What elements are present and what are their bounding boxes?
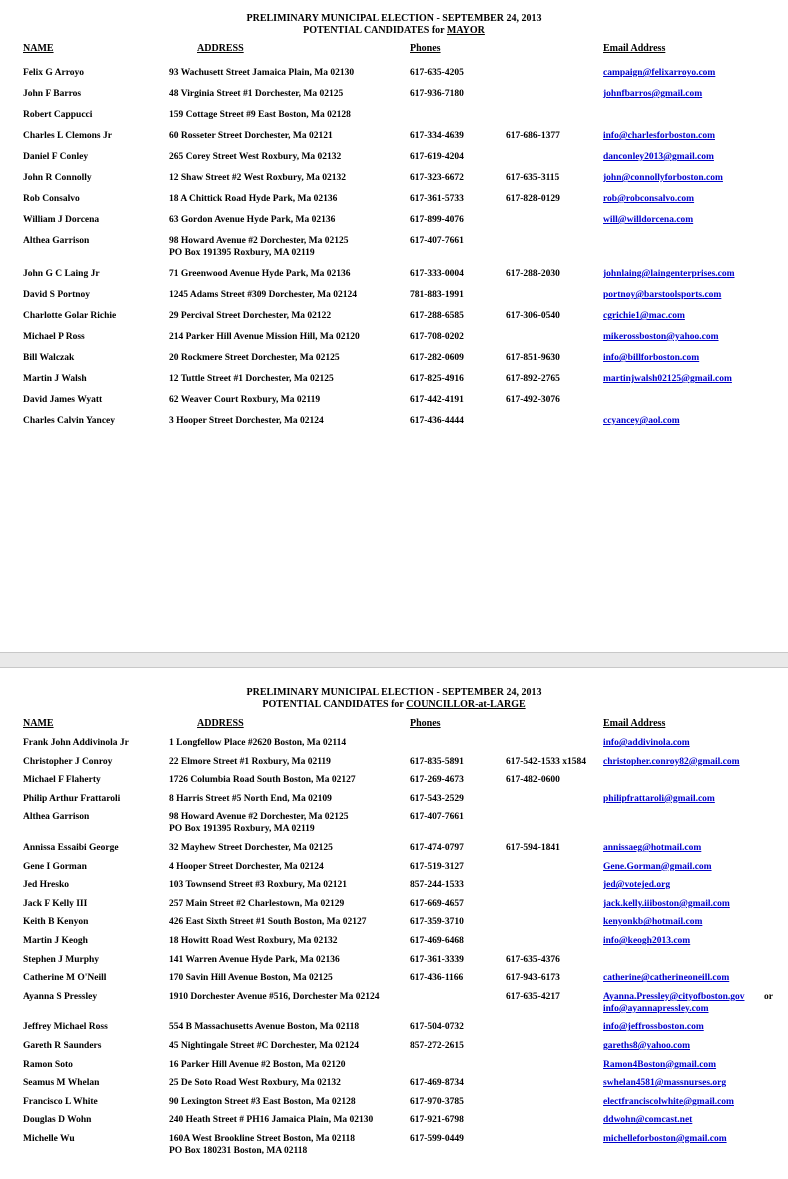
candidate-name: John R Connolly bbox=[23, 173, 92, 183]
candidate-address: 8 Harris Street #5 North End, Ma 02109 bbox=[169, 793, 332, 804]
candidate-name: Jed Hresko bbox=[23, 880, 70, 891]
candidate-address: 25 De Soto Road West Roxbury, Ma 02132 bbox=[169, 1078, 341, 1089]
candidate-phone: 617-474-0797 bbox=[410, 843, 464, 853]
candidate-address: 18 A Chittick Road Hyde Park, Ma 02136 bbox=[169, 194, 338, 204]
candidate-name: Philip Arthur Frattaroli bbox=[23, 793, 121, 804]
candidate-phone: 617-936-7180 bbox=[410, 89, 464, 99]
candidate-address: 240 Heath Street # PH16 Jamaica Plain, Ma 02130 bbox=[169, 1115, 374, 1126]
mayor-header-email: Email Address bbox=[603, 43, 666, 54]
candidate-phone: 617-970-3785 bbox=[410, 1096, 464, 1107]
candidate-address: 141 Warren Avenue Hyde Park, Ma 02136 bbox=[169, 954, 340, 965]
candidate-name: Catherine M O'Neill bbox=[23, 973, 107, 984]
candidate-email-link[interactable]: info@jeffrossboston.com bbox=[603, 1022, 704, 1033]
candidate-name: David S Portnoy bbox=[23, 290, 91, 300]
candidate-name: Charlotte Golar Richie bbox=[23, 311, 117, 321]
candidate-email-link[interactable]: catherine@catherineoneill.com bbox=[603, 973, 730, 984]
candidate-email-link[interactable]: Ayanna.Pressley@cityofboston.gov bbox=[603, 991, 745, 1002]
candidate-address: 214 Parker Hill Avenue Mission Hill, Ma 02120 bbox=[169, 332, 360, 342]
candidate-address: 48 Virginia Street #1 Dorchester, Ma 02125 bbox=[169, 89, 344, 99]
candidate-address: 1726 Columbia Road South Boston, Ma 02127 bbox=[169, 775, 356, 786]
candidate-name: Rob Consalvo bbox=[23, 194, 80, 204]
candidate-address: 45 Nightingale Street #C Dorchester, Ma 02124 bbox=[169, 1041, 360, 1051]
candidate-name: Ayanna S Pressley bbox=[23, 991, 98, 1002]
candidate-address-line2: PO Box 180231 Boston, MA 02118 bbox=[169, 1146, 308, 1156]
candidate-phone-alt: 617-288-2030 bbox=[506, 269, 560, 279]
candidate-name: Michael F Flaherty bbox=[23, 775, 101, 786]
mayor-header-phones: Phones bbox=[410, 43, 441, 54]
candidate-address-line2: PO Box 191395 Roxbury, MA 02119 bbox=[169, 248, 315, 258]
candidate-address: 1 Longfellow Place #2620 Boston, Ma 02114 bbox=[169, 738, 347, 748]
candidate-address: 12 Shaw Street #2 West Roxbury, Ma 02132 bbox=[169, 173, 346, 183]
candidate-phone: 617-407-7661 bbox=[410, 236, 464, 246]
candidate-address: 90 Lexington Street #3 East Boston, Ma 02128 bbox=[169, 1096, 356, 1107]
candidate-address: 265 Corey Street West Roxbury, Ma 02132 bbox=[169, 152, 342, 162]
page-separator bbox=[0, 652, 788, 668]
candidate-phone: 617-361-3339 bbox=[410, 954, 464, 965]
candidate-phone-alt: 617-635-3115 bbox=[506, 173, 560, 183]
candidate-name: Douglas D Wohn bbox=[23, 1115, 92, 1126]
candidate-phone: 617-921-6798 bbox=[410, 1115, 464, 1126]
candidate-address: 170 Savin Hill Avenue Boston, Ma 02125 bbox=[169, 973, 333, 984]
candidate-phone-alt: 617-828-0129 bbox=[506, 194, 560, 204]
candidate-phone: 617-442-4191 bbox=[410, 395, 464, 405]
candidate-address: 60 Rosseter Street Dorchester, Ma 02121 bbox=[169, 131, 333, 141]
candidate-phone-alt: 617-851-9630 bbox=[506, 353, 560, 363]
candidate-name: Robert Cappucci bbox=[23, 110, 93, 120]
candidate-email-link[interactable]: rob@robconsalvo.com bbox=[603, 194, 695, 204]
candidate-phone: 617-288-6585 bbox=[410, 311, 464, 321]
candidate-phone-alt: 617-943-6173 bbox=[506, 973, 560, 984]
candidate-address: 554 B Massachusetts Avenue Boston, Ma 02118 bbox=[169, 1022, 360, 1033]
candidate-email-link[interactable]: gareths8@yahoo.com bbox=[603, 1041, 691, 1051]
candidate-phone: 617-323-6672 bbox=[410, 173, 464, 183]
candidate-phone-alt: 617-635-4376 bbox=[506, 954, 560, 965]
candidate-phone: 617-635-4205 bbox=[410, 68, 464, 78]
candidate-email-link[interactable]: johnfbarros@gmail.com bbox=[603, 89, 703, 99]
mayor-header-name: NAME bbox=[23, 43, 54, 54]
candidate-address: 103 Townsend Street #3 Roxbury, Ma 02121 bbox=[169, 880, 347, 891]
candidate-email-link[interactable]: michelleforboston@gmail.com bbox=[603, 1134, 727, 1144]
mayor-header-address: ADDRESS bbox=[197, 43, 244, 54]
council-subtitle-prefix: POTENTIAL CANDIDATES for bbox=[262, 699, 407, 710]
candidate-phone: 617-899-4076 bbox=[410, 215, 464, 225]
candidate-phone-alt: 617-686-1377 bbox=[506, 131, 560, 141]
candidate-phone: 617-543-2529 bbox=[410, 793, 464, 804]
candidate-phone: 617-835-5891 bbox=[410, 756, 464, 767]
candidate-email-link[interactable]: johnlaing@laingenterprises.com bbox=[603, 269, 735, 279]
candidate-address: 1910 Dorchester Avenue #516, Dorchester Ma 02124 bbox=[169, 991, 380, 1002]
candidate-email-link[interactable]: swhelan4581@massnurses.org bbox=[603, 1078, 727, 1089]
candidate-email-link[interactable]: annissaeg@hotmail.com bbox=[603, 843, 702, 853]
candidate-name: Michael P Ross bbox=[23, 332, 85, 342]
mayor-subtitle-prefix: POTENTIAL CANDIDATES for bbox=[303, 25, 447, 36]
candidate-email-link[interactable]: jed@votejed.org bbox=[603, 880, 671, 891]
candidate-phone: 617-334-4639 bbox=[410, 131, 464, 141]
candidate-email-link[interactable]: info@keogh2013.com bbox=[603, 936, 691, 946]
candidate-name: David James Wyatt bbox=[23, 395, 103, 405]
council-header-address: ADDRESS bbox=[197, 718, 244, 729]
candidate-name: Martin J Walsh bbox=[23, 374, 87, 384]
candidate-email-link[interactable]: Gene.Gorman@gmail.com bbox=[603, 861, 712, 872]
candidate-phone: 617-436-1166 bbox=[410, 973, 464, 984]
candidate-address: 16 Parker Hill Avenue #2 Boston, Ma 02120 bbox=[169, 1059, 346, 1070]
candidate-address: 12 Tuttle Street #1 Dorchester, Ma 02125 bbox=[169, 374, 334, 384]
candidate-address: 22 Elmore Street #1 Roxbury, Ma 02119 bbox=[169, 756, 331, 767]
candidate-name: Charles Calvin Yancey bbox=[23, 416, 116, 426]
candidate-email-link-alt[interactable]: info@ayannapressley.com bbox=[603, 1003, 709, 1014]
candidate-phone: 781-883-1991 bbox=[410, 290, 464, 300]
candidate-name: Seamus M Whelan bbox=[23, 1078, 100, 1089]
candidate-email-link[interactable]: ccyancey@aol.com bbox=[603, 416, 680, 426]
candidate-phone-alt: 617-542-1533 x1584 bbox=[506, 756, 586, 767]
candidate-email-link[interactable]: campaign@felixarroyo.com bbox=[603, 68, 716, 78]
candidate-email-link[interactable]: will@willdorcena.com bbox=[603, 215, 694, 225]
candidate-address: 160A West Brookline Street Boston, Ma 02118 bbox=[169, 1134, 356, 1144]
candidate-phone: 617-333-0004 bbox=[410, 269, 464, 279]
candidate-email-link[interactable]: philipfrattaroli@gmail.com bbox=[603, 793, 715, 804]
mayor-subtitle bbox=[0, 25, 788, 37]
candidate-phone: 617-825-4916 bbox=[410, 374, 464, 384]
candidate-phone: 857-244-1533 bbox=[410, 880, 464, 891]
candidate-name: Francisco L White bbox=[23, 1096, 98, 1107]
candidate-phone: 617-359-3710 bbox=[410, 917, 464, 928]
candidate-phone-alt: 617-635-4217 bbox=[506, 991, 560, 1002]
council-subtitle-office: COUNCILLOR-at-LARGE bbox=[406, 699, 526, 710]
candidate-phone: 617-504-0732 bbox=[410, 1022, 464, 1033]
candidate-name: Althea Garrison bbox=[23, 812, 90, 823]
candidate-phone-alt: 617-306-0540 bbox=[506, 311, 560, 321]
council-header-email: Email Address bbox=[603, 718, 666, 729]
candidate-email-link[interactable]: ddwohn@comcast.net bbox=[603, 1115, 693, 1126]
candidate-phone: 617-669-4657 bbox=[410, 898, 464, 909]
candidate-phone-alt: 617-492-3076 bbox=[506, 395, 560, 405]
candidate-phone: 617-282-0609 bbox=[410, 353, 464, 363]
candidate-address: 4 Hooper Street Dorchester, Ma 02124 bbox=[169, 861, 324, 872]
candidate-name: Annissa Essaibi George bbox=[23, 843, 119, 853]
candidate-phone: 617-708-0202 bbox=[410, 332, 464, 342]
candidate-email-link[interactable]: john@connollyforboston.com bbox=[603, 173, 723, 183]
candidate-email-link[interactable]: electfranciscolwhite@gmail.com bbox=[603, 1096, 734, 1107]
candidate-name: Gareth R Saunders bbox=[23, 1041, 102, 1051]
candidate-phone: 617-469-8734 bbox=[410, 1078, 464, 1089]
candidate-phone: 857-272-2615 bbox=[410, 1041, 464, 1051]
candidate-name: Bill Walczak bbox=[23, 353, 75, 363]
candidate-address: 18 Howitt Road West Roxbury, Ma 02132 bbox=[169, 936, 338, 946]
council-title: PRELIMINARY MUNICIPAL ELECTION - SEPTEMBER 24, 2013 bbox=[246, 687, 542, 698]
candidate-address: 98 Howard Avenue #2 Dorchester, Ma 02125 bbox=[169, 812, 349, 823]
email-separator-text: or bbox=[764, 991, 773, 1002]
candidate-name: Ramon Soto bbox=[23, 1059, 73, 1070]
candidate-email-link[interactable]: mikerossboston@yahoo.com bbox=[603, 332, 719, 342]
candidate-email-link[interactable]: jack.kelly.iiiboston@gmail.com bbox=[603, 898, 730, 909]
candidate-address: 426 East Sixth Street #1 South Boston, Ma 02127 bbox=[169, 917, 367, 928]
candidate-email-link[interactable]: martinjwalsh02125@gmail.com bbox=[603, 374, 732, 384]
candidate-address: 29 Percival Street Dorchester, Ma 02122 bbox=[169, 311, 332, 321]
candidate-email-link[interactable]: info@charlesforboston.com bbox=[603, 131, 716, 141]
council-header-name: NAME bbox=[23, 718, 54, 729]
candidate-email-link[interactable]: christopher.conroy82@gmail.com bbox=[603, 756, 740, 767]
candidate-phone: 617-407-7661 bbox=[410, 812, 464, 823]
candidate-address: 32 Mayhew Street Dorchester, Ma 02125 bbox=[169, 843, 333, 853]
mayor-title: PRELIMINARY MUNICIPAL ELECTION - SEPTEMBER 24, 2013 bbox=[246, 13, 542, 24]
candidate-address: 62 Weaver Court Roxbury, Ma 02119 bbox=[169, 395, 321, 405]
candidate-name: Stephen J Murphy bbox=[23, 954, 100, 965]
candidate-name: John F Barros bbox=[23, 89, 82, 99]
council-header-phones: Phones bbox=[410, 718, 441, 729]
candidate-phone-alt: 617-892-2765 bbox=[506, 374, 560, 384]
candidate-address-line2: PO Box 191395 Roxbury, MA 02119 bbox=[169, 824, 315, 835]
candidate-name: Jeffrey Michael Ross bbox=[23, 1022, 108, 1033]
candidate-name: Jack F Kelly III bbox=[23, 898, 88, 909]
candidate-phone: 617-436-4444 bbox=[410, 416, 464, 426]
candidate-address: 63 Gordon Avenue Hyde Park, Ma 02136 bbox=[169, 215, 336, 225]
candidate-address: 1245 Adams Street #309 Dorchester, Ma 02124 bbox=[169, 290, 357, 300]
candidate-address: 257 Main Street #2 Charlestown, Ma 02129 bbox=[169, 898, 345, 909]
candidate-name: Michelle Wu bbox=[23, 1134, 75, 1144]
candidate-name: William J Dorcena bbox=[23, 215, 100, 225]
candidate-name: Felix G Arroyo bbox=[23, 68, 85, 78]
council-subtitle bbox=[0, 699, 788, 711]
candidate-phone: 617-599-0449 bbox=[410, 1134, 464, 1144]
candidate-address: 98 Howard Avenue #2 Dorchester, Ma 02125 bbox=[169, 236, 349, 246]
candidate-address: 20 Rockmere Street Dorchester, Ma 02125 bbox=[169, 353, 340, 363]
candidate-name: Charles L Clemons Jr bbox=[23, 131, 112, 141]
candidate-name: Daniel F Conley bbox=[23, 152, 89, 162]
candidate-name: Christopher J Conroy bbox=[23, 756, 113, 767]
candidate-name: Frank John Addivinola Jr bbox=[23, 738, 129, 748]
candidate-email-link[interactable]: cgrichie1@mac.com bbox=[603, 311, 685, 321]
candidate-phone-alt: 617-482-0600 bbox=[506, 775, 560, 786]
candidate-phone-alt: 617-594-1841 bbox=[506, 843, 560, 853]
candidate-email-link[interactable]: Ramon4Boston@gmail.com bbox=[603, 1059, 717, 1070]
candidate-email-link[interactable]: info@billforboston.com bbox=[603, 353, 700, 363]
candidate-name: Keith B Kenyon bbox=[23, 917, 89, 928]
candidate-name: Martin J Keogh bbox=[23, 936, 88, 946]
candidate-name: John G C Laing Jr bbox=[23, 269, 100, 279]
candidate-phone: 617-469-6468 bbox=[410, 936, 464, 946]
candidate-address: 3 Hooper Street Dorchester, Ma 02124 bbox=[169, 416, 324, 426]
candidate-email-link[interactable]: info@addivinola.com bbox=[603, 738, 690, 748]
candidate-name: Gene I Gorman bbox=[23, 861, 87, 872]
candidate-email-link[interactable]: kenyonkb@hotmail.com bbox=[603, 917, 703, 928]
candidate-phone: 617-269-4673 bbox=[410, 775, 464, 786]
candidate-name: Althea Garrison bbox=[23, 236, 90, 246]
candidate-phone: 617-361-5733 bbox=[410, 194, 464, 204]
candidate-address: 71 Greenwood Avenue Hyde Park, Ma 02136 bbox=[169, 269, 351, 279]
candidate-email-link[interactable]: portnoy@barstoolsports.com bbox=[603, 290, 722, 300]
candidate-address: 93 Wachusett Street Jamaica Plain, Ma 02130 bbox=[169, 68, 355, 78]
mayor-subtitle-office: MAYOR bbox=[446, 25, 485, 36]
candidate-phone: 617-519-3127 bbox=[410, 861, 464, 872]
council-page bbox=[0, 668, 788, 1179]
candidate-phone: 617-619-4204 bbox=[410, 152, 464, 162]
candidate-email-link[interactable]: danconley2013@gmail.com bbox=[603, 152, 714, 162]
candidate-address: 159 Cottage Street #9 East Boston, Ma 02128 bbox=[169, 110, 351, 120]
